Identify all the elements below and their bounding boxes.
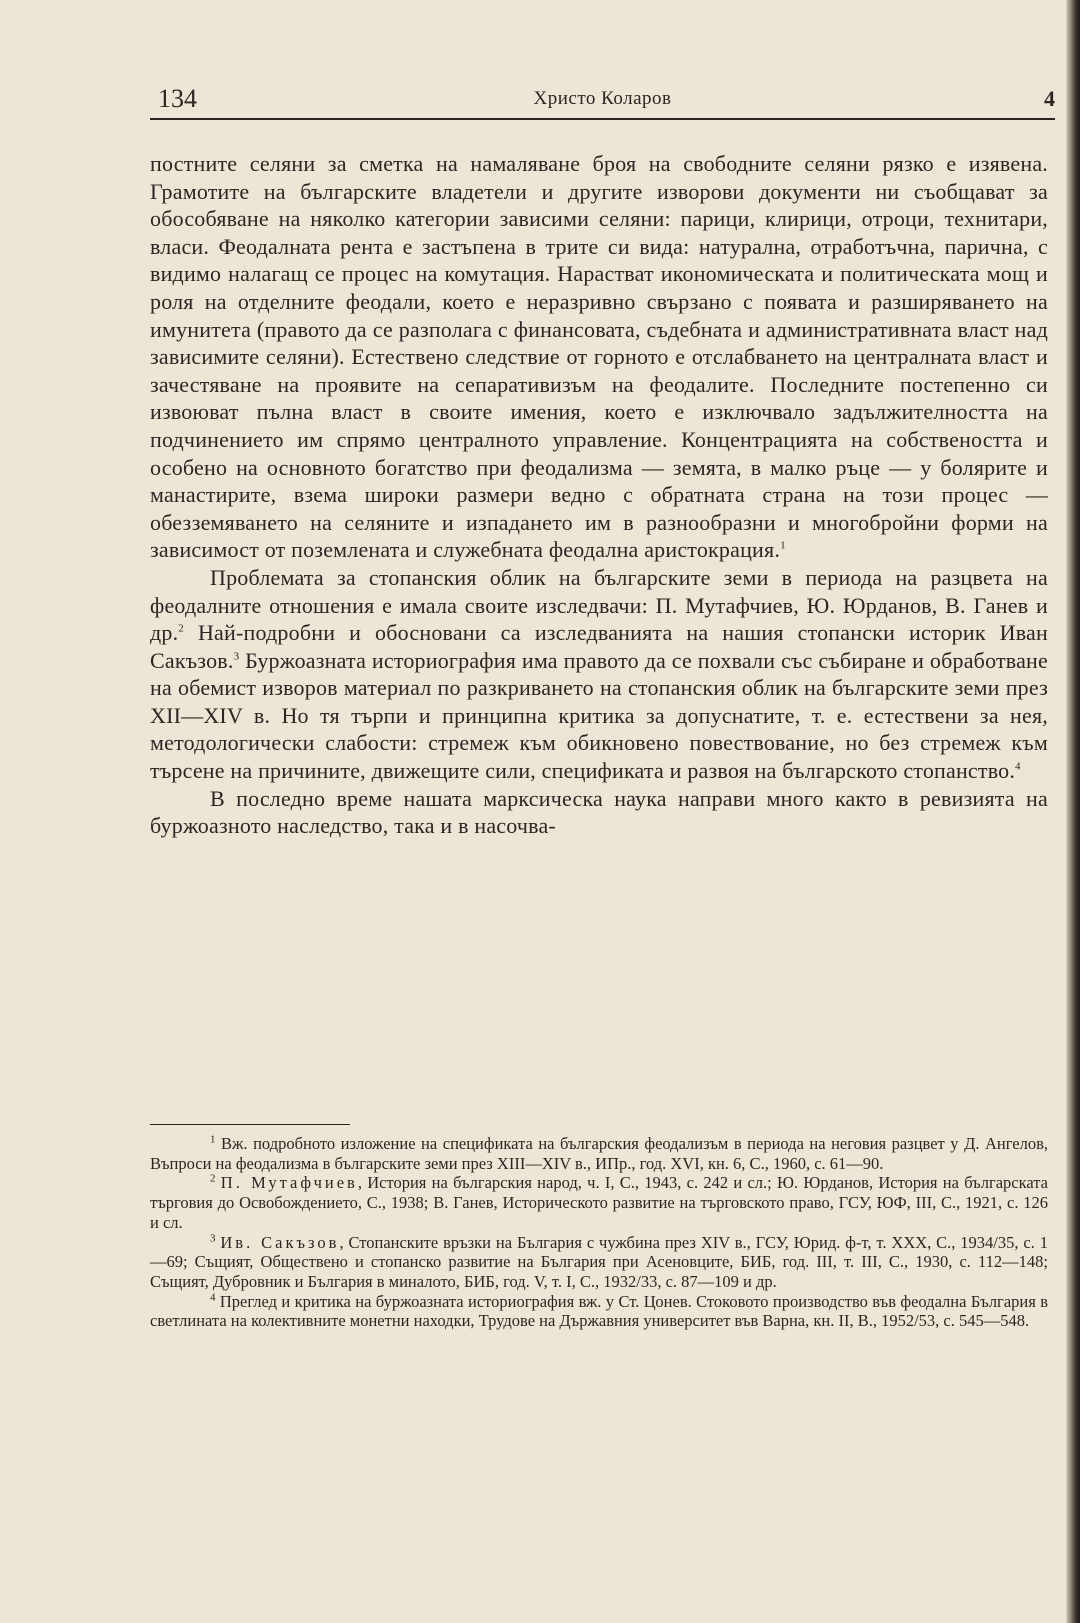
paragraph-1-text: постните селяни за сметка на намаляване броя на свободните селяни рязко е изявена. Грамотите на българските владетели и другите изворови документи ни съобщават за обособяване на няколко категории зависими селяни: парици, клирици, отроци, технитари, власи. Феодалната рента е застъпена в трите си вида: натурална, отработъчна, парична, с видимо налагащ се процес на комутация. Нарастват икономическата и политическата мощ и роля на отделните феодали, което е неразривно свързано с появата и разширяването на имунитета (правото да се разполага с финансовата, съдебната и административната власт над зависимите селяни). Естествено следствие от горното е отслабването на централната власт и зачестяване на проявите на сепаративизъм на феодалите. Последните постепенно си извоюват пълна власт в своите имения, което е изключвало задължителността на подчинението им спрямо централното управление. Концентрацията на собствеността и особено на основното богатство при феодализма — земята, в малко ръце — у болярите и манастирите, взема широки размери ведно с обратната страна на този процес — обезземяването на селяните и изпадането им в разнообразни и многобройни форми на зависимост от поземлената и служебната феодална аристокрация. <box>150 151 1048 563</box>
footnote-author: П. Мутафчиев <box>220 1173 358 1193</box>
footnote-ref-2: 2 <box>178 622 184 635</box>
footnote-author: Ив. Сакъзов <box>220 1232 340 1252</box>
footnote-ref-1: 1 <box>780 539 786 552</box>
footnote-mark: 1 <box>210 1133 216 1146</box>
paragraph-2 <box>150 564 1048 785</box>
footnote-mark: 3 <box>210 1232 216 1245</box>
footnote-text: , Стопанските връзки на България с чужбина през XIV в., ГСУ, Юрид. ф-т, т. XXX, С., 1934/35, с. 1—69; Същият, Обществено и стопанско развитие на България при Асеновците, БИБ, год. III, т. III, С., 1930, с. 112—148; Същият, Дубровник и България в миналото, БИБ, год. V, т. I, С., 1932/33, с. 87—109 и др. <box>150 1232 1048 1291</box>
footnote-ref-3: 3 <box>233 650 240 663</box>
footnote-text: Преглед и критика на буржоазната историография вж. у Ст. Цонев. Стоковото производство във феодална България в светлината на колективните монетни находки, Трудове на Държавния университет във Варна, кн. II, В., 1952/53, с. 545—548. <box>150 1291 1048 1331</box>
paragraph-3 <box>150 785 1048 840</box>
footnotes <box>150 1134 1048 1331</box>
header-mark: 4 <box>1044 86 1055 111</box>
page-edge-shadow <box>1066 0 1080 1623</box>
page-number: 134 <box>158 84 197 113</box>
page-header <box>150 84 1055 120</box>
body-text <box>150 150 1048 840</box>
footnote-mark: 4 <box>210 1291 216 1304</box>
footnote-3 <box>150 1233 1048 1292</box>
header-rule <box>150 118 1055 120</box>
footnote-mark: 2 <box>210 1172 216 1185</box>
footnote-ref-4: 4 <box>1015 760 1021 773</box>
footnote-text: , История на българския народ, ч. I, С., 1943, с. 242 и сл.; Ю. Юрданов, История на българската търговия до Освобождението, С., 1938; В. Ганев, Историческото развитие на търговското право, ГСУ, ЮФ, III, С., 1921, с. 126 и сл. <box>150 1173 1049 1232</box>
paragraph-1 <box>150 150 1048 564</box>
footnote-4 <box>150 1292 1048 1331</box>
footnote-rule <box>150 1124 350 1125</box>
footnote-text: Вж. подробното изложение на спецификата на българския феодализъм в периода на неговия разцвет у Д. Ангелов, Въпроси на феодализма в българските земи през XIII—XIV в., ИПр., год. XVI, кн. 6, С., 1960, с. 61—90. <box>150 1134 1048 1173</box>
paragraph-2-text-a: Проблемата за стопанския облик на българските земи в периода на разцвета на феодалните отношения е имала своите изследвачи: П. Мутафчиев, Ю. Юрданов, В. Ганев и др. <box>150 564 1048 646</box>
footnote-2 <box>150 1173 1048 1232</box>
footnote-1 <box>150 1134 1048 1173</box>
paragraph-2-text-c: Буржоазната историография има правото да се похвали със събиране и обработване на обемист изворов материал по разкриването на стопанския облик на българските земи през XII—XIV в. Но тя търпи и принципна критика за допуснатите, т. е. естествени за нея, методологически слабости: стремеж към обикновено повествование, но без стремеж към търсене на причините, движещите сили, спецификата и развоя на българското стопанство. <box>150 647 1048 784</box>
paragraph-3-text: В последно време нашата марксическа наука направи много както в ревизията на буржоазното наследство, така и в насочва- <box>150 785 1048 839</box>
running-head: Христо Коларов <box>533 88 672 109</box>
paragraph-2-text-b: Най-подробни и обосновани са изследванията на нашия стопански историк Иван Сакъзов. <box>150 620 1048 673</box>
